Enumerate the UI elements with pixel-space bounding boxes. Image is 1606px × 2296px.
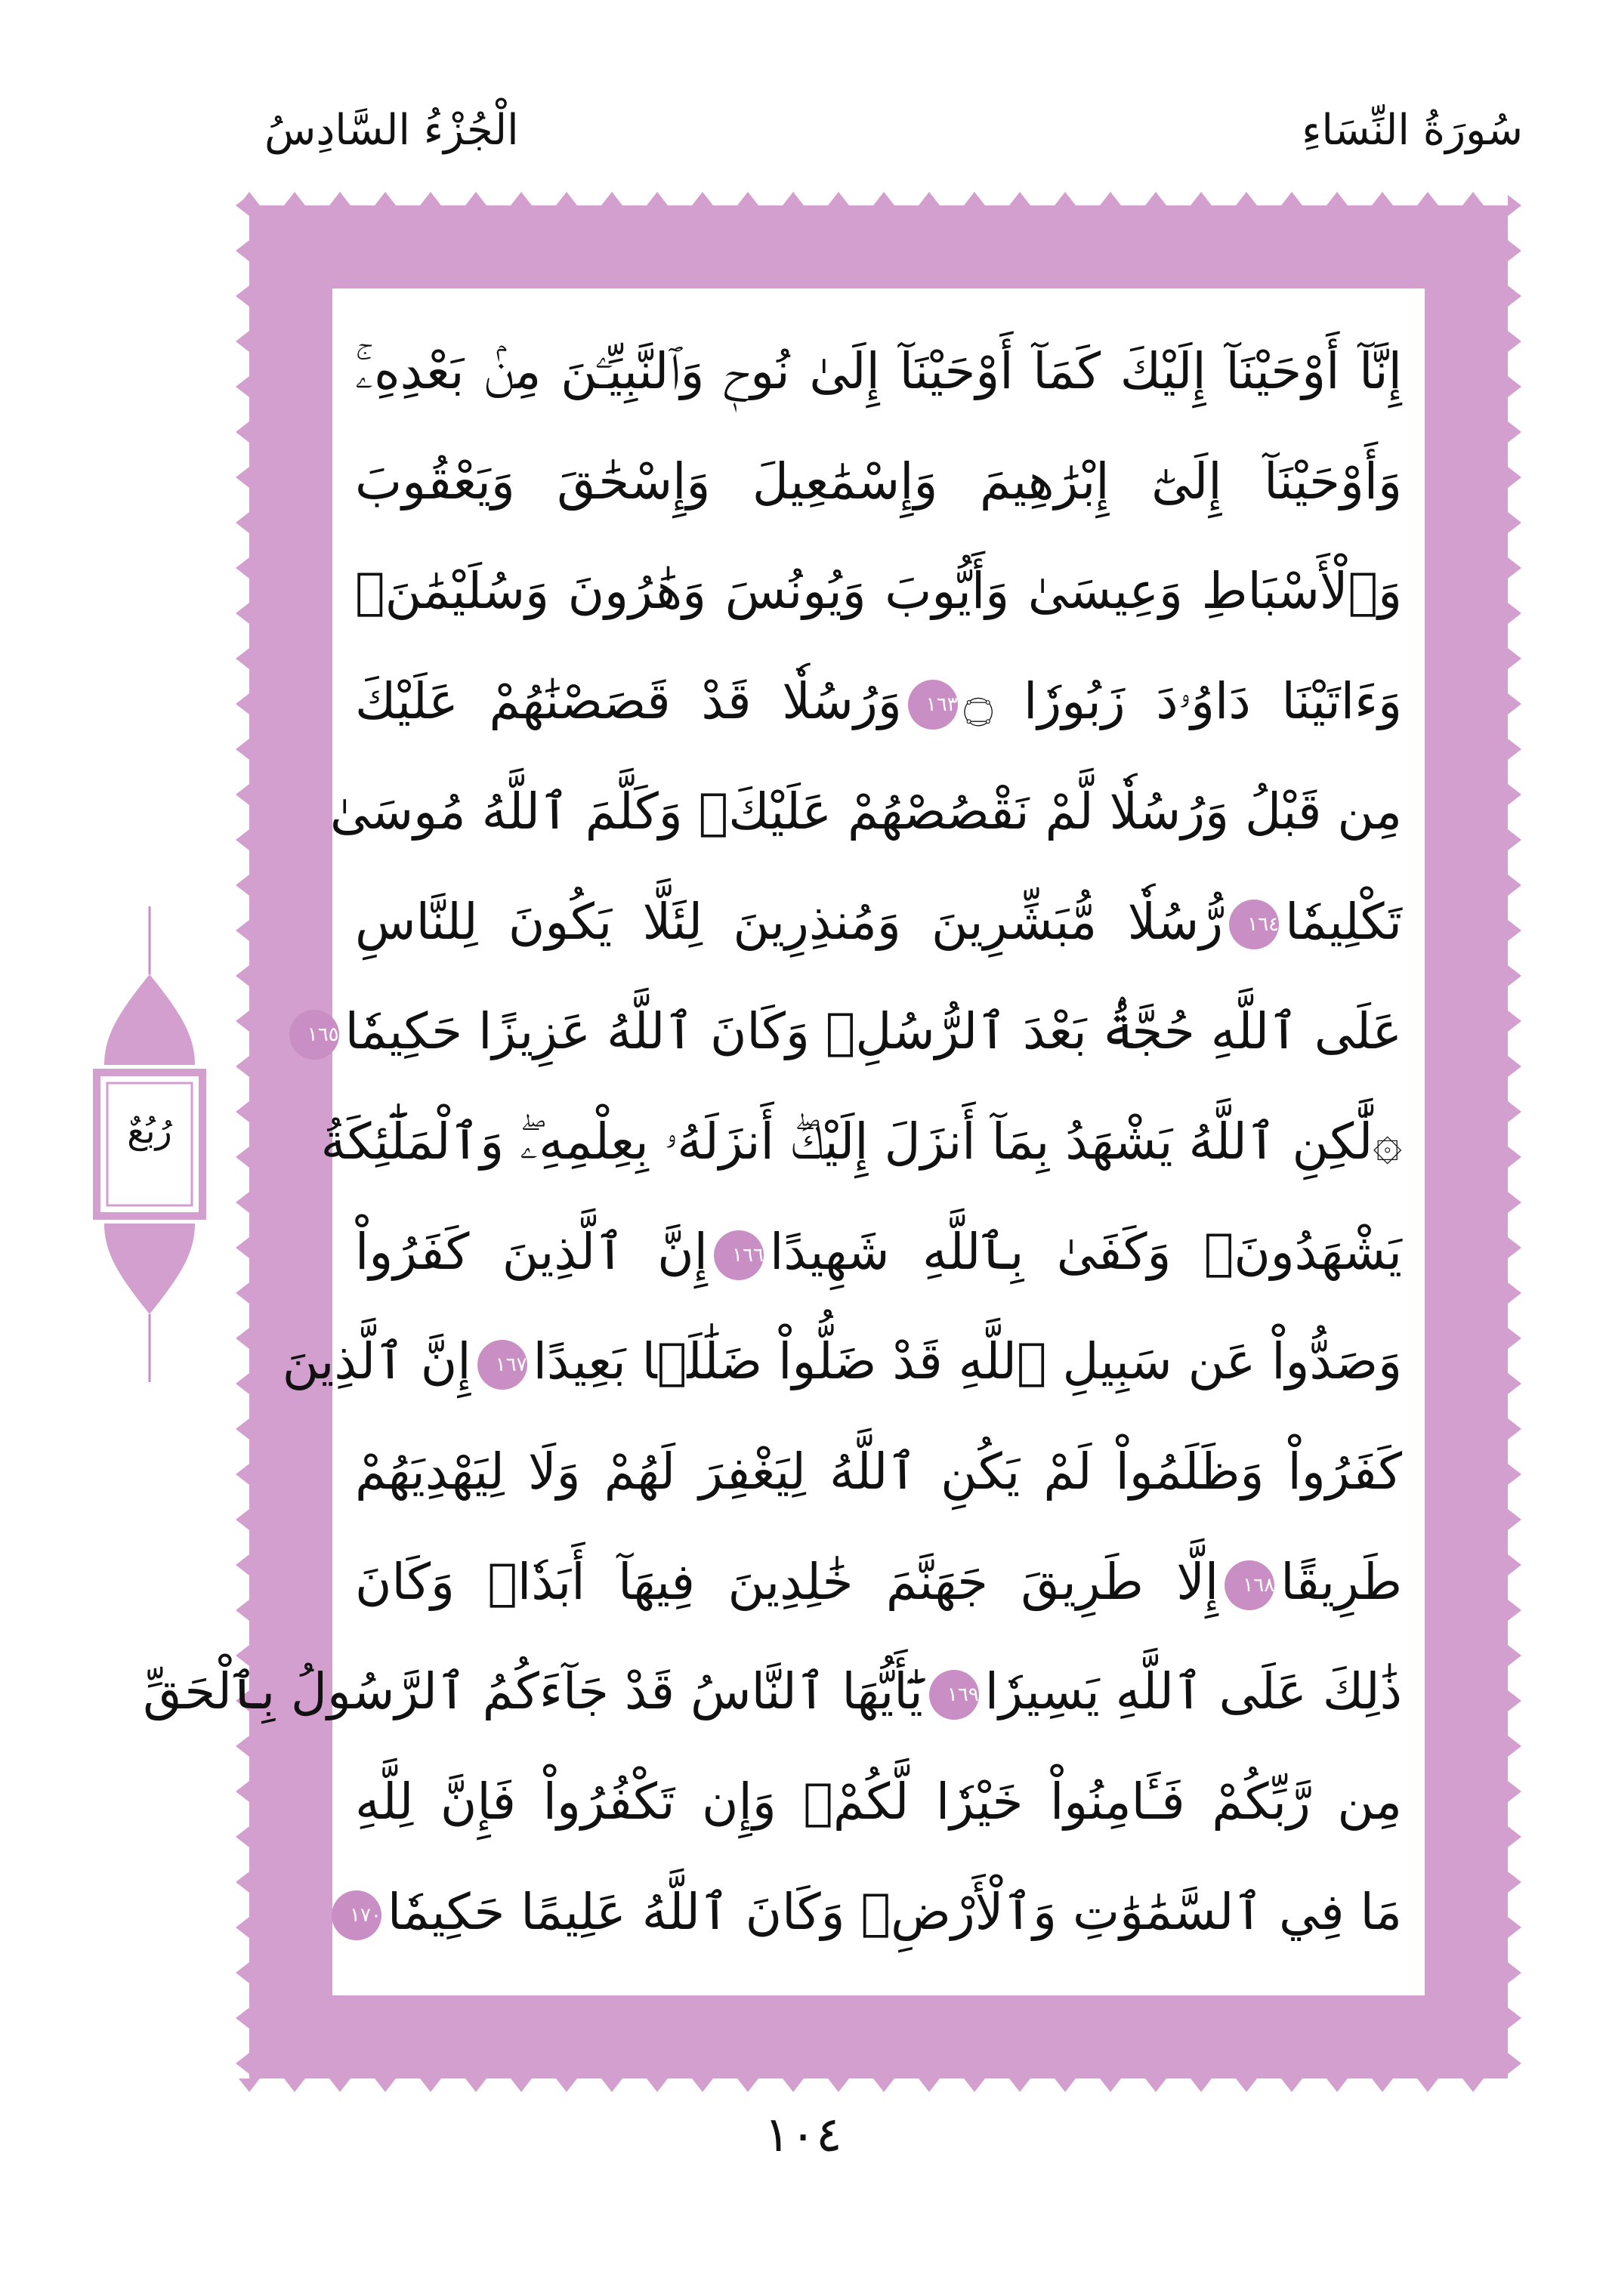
text-line: عَلَى ٱللَّهِ حُجَّةُۢ بَعْدَ ٱلرُّسُلِۚ وَكَانَ ٱللَّهُ عَزِيزًا حَكِيمٗا١٦٥ [355,979,1402,1085]
ayah-number-marker: ١٦٧ [477,1340,527,1390]
text-line: مِن رَّبِّكُمْ فَـَٔامِنُواْ خَيْرٗا لَّكُمْۚ وَإِن تَكْفُرُواْ فَإِنَّ لِلَّهِ [355,1773,1402,1832]
text-line: يَشْهَدُونَۚ وَكَفَىٰ بِٱللَّهِ شَهِيدًا١٦٦إِنَّ ٱلَّذِينَ كَفَرُواْ [355,1222,1402,1281]
ayah-number-marker: ١٦٥ [289,1010,339,1060]
text-line: كَفَرُواْ وَظَلَمُواْ لَمْ يَكُنِ ٱللَّهُ لِيَغْفِرَ لَهُمْ وَلَا لِيَهْدِيَهُمْ [355,1443,1402,1501]
text-line: ذَٰلِكَ عَلَى ٱللَّهِ يَسِيرٗا١٦٩يَٰٓأَيُّهَا ٱلنَّاسُ قَدْ جَآءَكُمُ ٱلرَّسُولُ بِٱلْحَقِّ [143,1662,1402,1721]
ayah-number-marker: ١٦٣ [908,680,958,730]
text-line: وَأَوْحَيْنَآ إِلَىٰٓ إِبْرَٰهِيمَ وَإِسْمَٰعِيلَ وَإِسْحَٰقَ وَيَعْقُوبَ [355,452,1402,511]
text-line: مَا فِي ٱلسَّمَٰوَٰتِ وَٱلْأَرْضِۚ وَكَانَ ٱللَّهُ عَلِيمًا حَكِيمٗا١٧٠ [355,1859,1402,1965]
surah-title: سُورَةُ النِّسَاءِ [1302,106,1523,155]
rub-label: رُبُعٌ [127,1110,172,1151]
text-line: مِن قَبْلُ وَرُسُلٗا لَّمْ نَقْصُصْهُمْ عَلَيْكَۚ وَكَلَّمَ ٱللَّهُ مُوسَىٰ [329,782,1402,841]
page-number: ١٠٤ [764,2107,842,2163]
text-line: تَكْلِيمٗا١٦٤رُّسُلٗا مُّبَشِّرِينَ وَمُنذِرِينَ لِئَلَّا يَكُونَ لِلنَّاسِ [355,892,1402,951]
ayah-number-marker: ١٦٩ [929,1670,979,1720]
text-line: ۞لَّٰكِنِ ٱللَّهُ يَشْهَدُ بِمَآ أَنزَلَ إِلَيْكَۖ أَنزَلَهُۥ بِعِلْمِهِۦۖ وَٱلْمَلَٰٓئِكَةُ [320,1112,1402,1171]
ayah-number-marker: ١٦٦ [714,1230,764,1280]
juz-title: الْجُزْءُ السَّادِسُ [264,106,519,155]
ayah-number-marker: ١٦٨ [1225,1560,1274,1610]
text-line: طَرِيقًا١٦٨إِلَّا طَرِيقَ جَهَنَّمَ خَٰلِدِينَ فِيهَآ أَبَدٗاۚ وَكَانَ [355,1552,1402,1611]
text-line: إِنَّآ أَوْحَيْنَآ إِلَيْكَ كَمَآ أَوْحَيْنَآ إِلَىٰ نُوحٖ وَٱلنَّبِيِّـۧنَ مِنۢ بَعْدِهِۦۚ [355,342,1402,400]
rub-marker [89,906,210,1382]
text-line: وَصَدُّواْ عَن سَبِيلِ ٱللَّهِ قَدْ ضَلُّواْ ضَلَٰلَۢا بَعِيدًا١٦٧إِنَّ ٱلَّذِينَ [282,1332,1402,1391]
text-line: وَٱلْأَسْبَاطِ وَعِيسَىٰ وَأَيُّوبَ وَيُونُسَ وَهَٰرُونَ وَسُلَيْمَٰنَۚ [355,562,1402,621]
ayah-number-marker: ١٦٤ [1229,900,1279,949]
ayah-number-marker: ١٧٠ [332,1890,381,1940]
text-line: وَءَاتَيْنَا دَاوُۥدَ زَبُورٗا ۝١٦٣وَرُسُلٗا قَدْ قَصَصْنَٰهُمْ عَلَيْكَ [355,672,1402,731]
